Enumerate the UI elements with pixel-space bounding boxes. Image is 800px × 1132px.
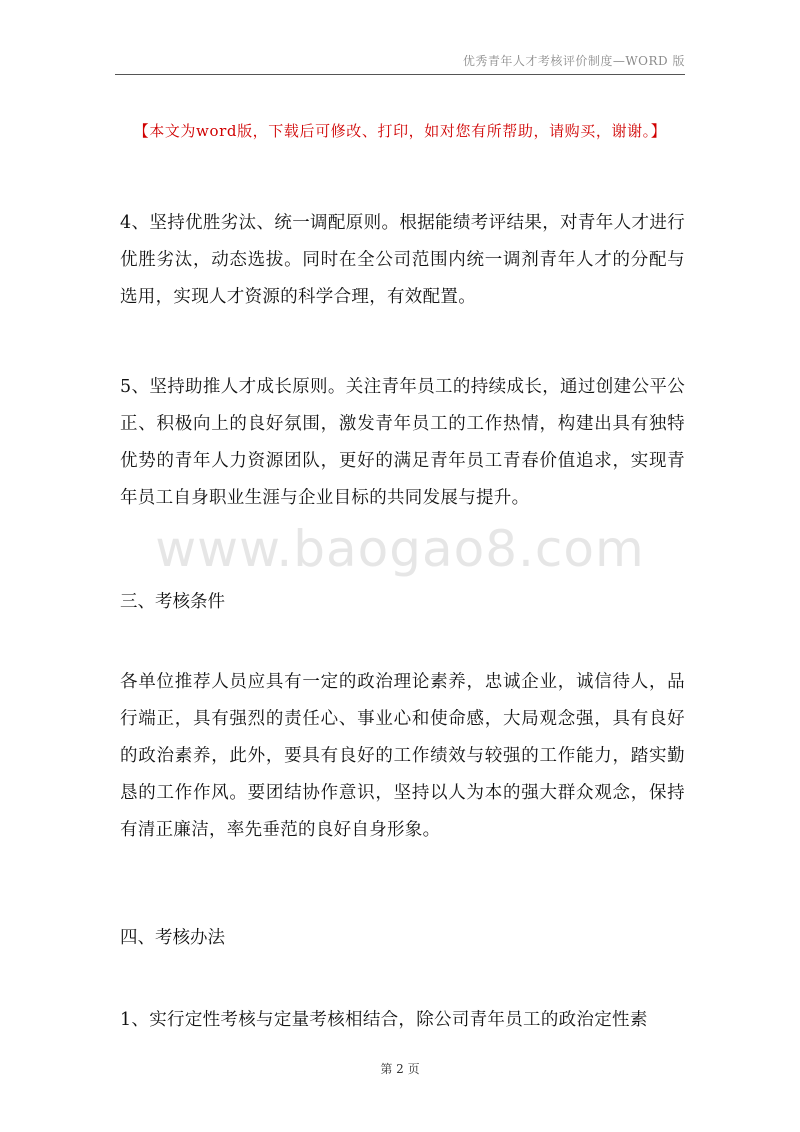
paragraph-principle-4: 4、坚持优胜劣汰、统一调配原则。根据能绩考评结果，对青年人才进行优胜劣汰，动态选拔。同时在全公司范围内统一调剂青年人才的分配与选用，实现人才资源的科学合理，有效配置。 [120, 213, 685, 307]
purchase-notice: 【本文为word版，下载后可修改、打印，如对您有所帮助，请购买，谢谢。】 [133, 122, 667, 140]
watermark-text: www.baogao8.com [155, 520, 645, 578]
section-heading-conditions: 三、考核条件 [120, 592, 225, 612]
paragraph-method-1: 1、实行定性考核与定量考核相结合，除公司青年员工的政治定性素 [120, 1010, 648, 1030]
paragraph-principle-5: 5、坚持助推人才成长原则。关注青年员工的持续成长，通过创建公平公正、积极向上的良好氛围，激发青年员工的工作热情，构建出具有独特优势的青年人力资源团队，更好的满足青年员工青春价值追求，实现青年员工自身职业生涯与企业目标的共同发展与提升。 [120, 377, 685, 508]
page-number: 第 2 页 [380, 1062, 420, 1076]
header-divider [115, 74, 685, 75]
running-header: 优秀青年人才考核评价制度—WORD 版 [462, 54, 685, 68]
paragraph-conditions: 各单位推荐人员应具有一定的政治理论素养，忠诚企业，诚信待人，品行端正，具有强烈的责任心、事业心和使命感，大局观念强，具有良好的政治素养，此外，要具有良好的工作绩效与较强的工作能力，踏实勤恳的工作作风。要团结协作意识，坚持以人为本的强大群众观念，保持有清正廉洁，率先垂范的良好自身形象。 [120, 672, 685, 840]
section-heading-methods: 四、考核办法 [120, 928, 225, 948]
